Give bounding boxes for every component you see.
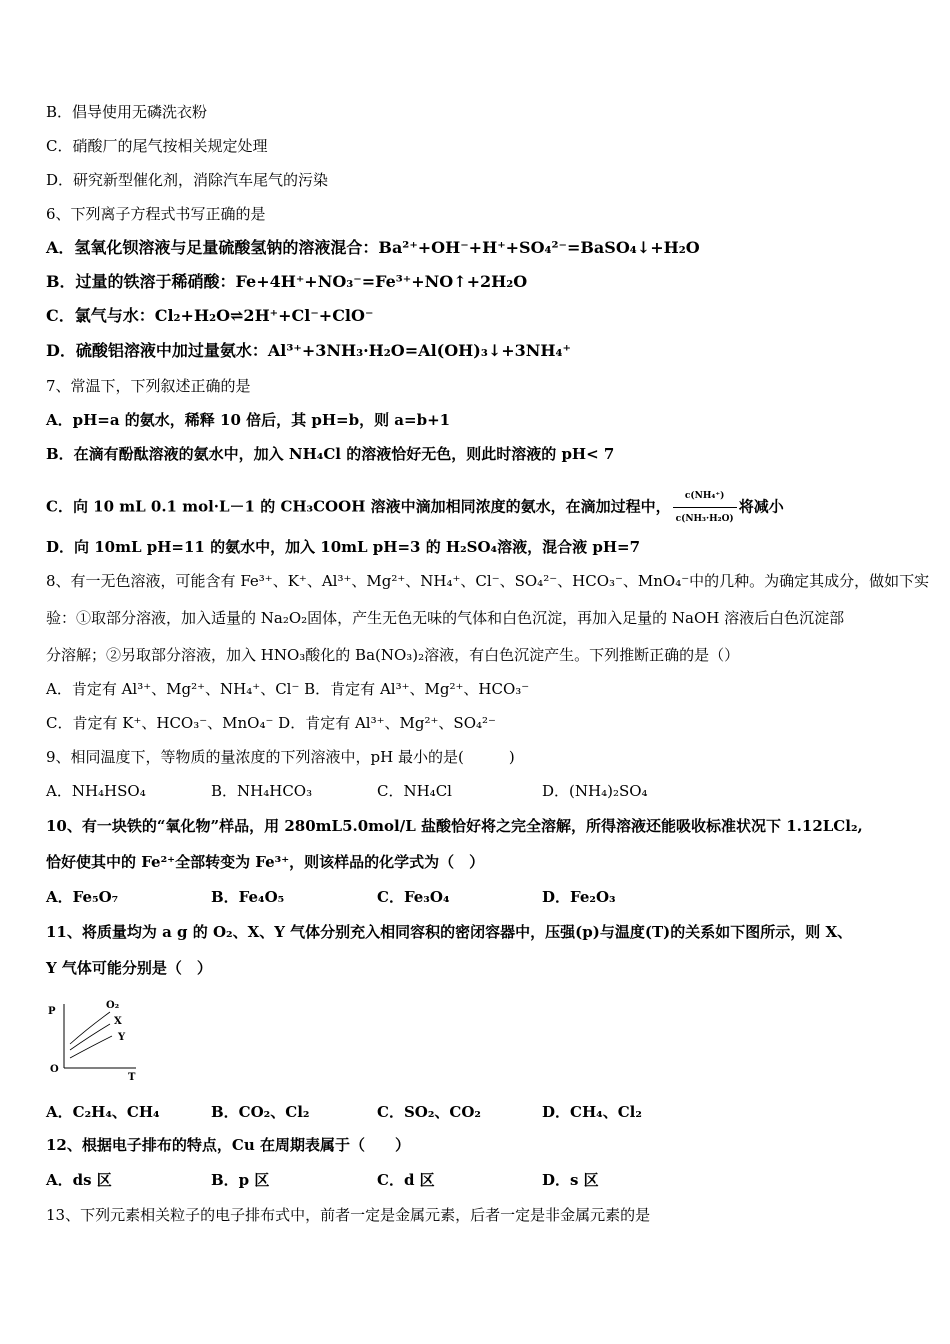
- q11-line-1: 11、将质量均为 a g 的 O₂、X、Y 气体分别充入相同容积的密闭容器中，压强(p)与温度(T)的关系如下图所示，则 X、: [46, 923, 853, 941]
- q8-line-1: 8、有一无色溶液，可能含有 Fe³⁺、K⁺、Al³⁺、Mg²⁺、NH₄⁺、Cl⁻、SO₄²⁻、HCO₃⁻、MnO₄⁻中的几种。为确定其成分，做如下实: [46, 572, 930, 590]
- q9-option-b: B．NH₄HCO₃: [211, 782, 313, 800]
- q8-options-ab: A．肯定有 Al³⁺、Mg²⁺、NH₄⁺、Cl⁻ B．肯定有 Al³⁺、Mg²⁺、HCO₃⁻: [46, 680, 530, 698]
- q11-option-b: B．CO₂、Cl₂: [211, 1103, 310, 1121]
- q12-option-b: B．p 区: [211, 1171, 270, 1189]
- q7c-suffix: 将减小: [738, 497, 784, 516]
- question-9: 9、相同温度下，等物质的量浓度的下列溶液中，pH 最小的是( ): [46, 748, 515, 766]
- q7-option-d: D．向 10mL pH=11 的氨水中，加入 10mL pH=3 的 H₂SO₄溶液，混合液 pH=7: [46, 538, 641, 556]
- q9-option-d: D．(NH₄)₂SO₄: [542, 782, 648, 800]
- q6-option-d: D．硫酸铝溶液中加过量氨水：Al³⁺+3NH₃·H₂O=Al(OH)₃↓+3NH₄⁺: [46, 341, 571, 360]
- q12-option-d: D．s 区: [542, 1171, 599, 1189]
- q7c-fraction: [673, 486, 737, 529]
- q12-option-c: C．d 区: [377, 1171, 435, 1189]
- q12-options: [46, 1170, 926, 1190]
- axis-label-t: T: [128, 1072, 136, 1082]
- q7c-numerator: c(NH₄⁺): [673, 486, 737, 508]
- question-7: 7、常温下，下列叙述正确的是: [46, 377, 251, 395]
- q7-option-a: A．pH=a 的氨水，稀释 10 倍后，其 pH=b，则 a=b+1: [46, 411, 451, 429]
- q7c-prefix: C．向 10 mL 0.1 mol·L－1 的 CH₃COOH 溶液中滴加相同浓度的氨水，在滴加过程中，: [46, 497, 671, 516]
- q10-line-2: 恰好使其中的 Fe²⁺全部转变为 Fe³⁺，则该样品的化学式为（ ）: [46, 853, 485, 871]
- q7c-denominator: c(NH₃·H₂O): [675, 514, 734, 524]
- q8-options-cd: C．肯定有 K⁺、HCO₃⁻、MnO₄⁻ D．肯定有 Al³⁺、Mg²⁺、SO₄²⁻: [46, 714, 496, 732]
- pressure-temperature-graph: [44, 998, 144, 1082]
- q10-option-d: D．Fe₂O₃: [542, 888, 616, 906]
- q10-line-1: 10、有一块铁的“氧化物”样品，用 280mL5.0mol/L 盐酸恰好将之完全溶解，所得溶液还能吸收标准状况下 1.12LCl₂,: [46, 817, 863, 835]
- axis-label-p: P: [48, 1006, 56, 1017]
- curve-label-o2: O₂: [106, 1000, 120, 1011]
- question-6: 6、下列离子方程式书写正确的是: [46, 205, 266, 223]
- q11-option-d: D．CH₄、Cl₂: [542, 1103, 642, 1121]
- q8-line-3: 分溶解；②另取部分溶液，加入 HNO₃酸化的 Ba(NO₃)₂溶液，有白色沉淀产生。下列推断正确的是（）: [46, 646, 740, 664]
- q9-options: [46, 781, 926, 801]
- question-13: 13、下列元素相关粒子的电子排布式中，前者一定是金属元素，后者一定是非金属元素的是: [46, 1206, 651, 1224]
- q11-option-a: A．C₂H₄、CH₄: [46, 1103, 160, 1121]
- q6-option-b: B．过量的铁溶于稀硝酸：Fe+4H⁺+NO₃⁻=Fe³⁺+NO↑+2H₂O: [46, 272, 528, 291]
- option-b-phosphate-free: B．倡导使用无磷洗衣粉: [46, 103, 208, 121]
- origin-label: O: [50, 1064, 59, 1075]
- q11-option-c: C．SO₂、CO₂: [377, 1103, 481, 1121]
- q6-option-a: A．氢氧化钡溶液与足量硫酸氢钠的溶液混合：Ba²⁺+OH⁻+H⁺+SO₄²⁻=BaSO₄↓+H₂O: [46, 238, 700, 257]
- curve-y: [70, 1036, 112, 1058]
- q10-option-c: C．Fe₃O₄: [377, 888, 450, 906]
- q9-option-c: C．NH₄Cl: [377, 782, 452, 800]
- curve-label-x: X: [114, 1016, 122, 1027]
- q6-option-c: C．氯气与水：Cl₂+H₂O⇌2H⁺+Cl⁻+ClO⁻: [46, 306, 374, 325]
- q12-option-a: A．ds 区: [46, 1171, 112, 1189]
- q10-option-b: B．Fe₄O₅: [211, 888, 285, 906]
- curve-label-y: Y: [118, 1032, 126, 1043]
- q7-option-c: [46, 486, 784, 529]
- option-d-catalyst: D．研究新型催化剂，消除汽车尾气的污染: [46, 171, 329, 189]
- q10-option-a: A．Fe₅O₇: [46, 888, 119, 906]
- q9-option-a: A．NH₄HSO₄: [46, 782, 146, 800]
- curve-x: [70, 1024, 110, 1050]
- option-c-nitric-plant: C．硝酸厂的尾气按相关规定处理: [46, 137, 268, 155]
- q7-option-b: B．在滴有酚酞溶液的氨水中，加入 NH₄Cl 的溶液恰好无色，则此时溶液的 pH< 7: [46, 445, 615, 463]
- q8-line-2: 验：①取部分溶液，加入适量的 Na₂O₂固体，产生无色无味的气体和白色沉淀，再加入足量的 NaOH 溶液后白色沉淀部: [46, 609, 845, 627]
- q11-line-2: Y 气体可能分别是（ ）: [46, 959, 212, 977]
- question-12: 12、根据电子排布的特点，Cu 在周期表属于（ ）: [46, 1136, 410, 1154]
- q11-options: [46, 1102, 926, 1122]
- q10-options: [46, 887, 926, 907]
